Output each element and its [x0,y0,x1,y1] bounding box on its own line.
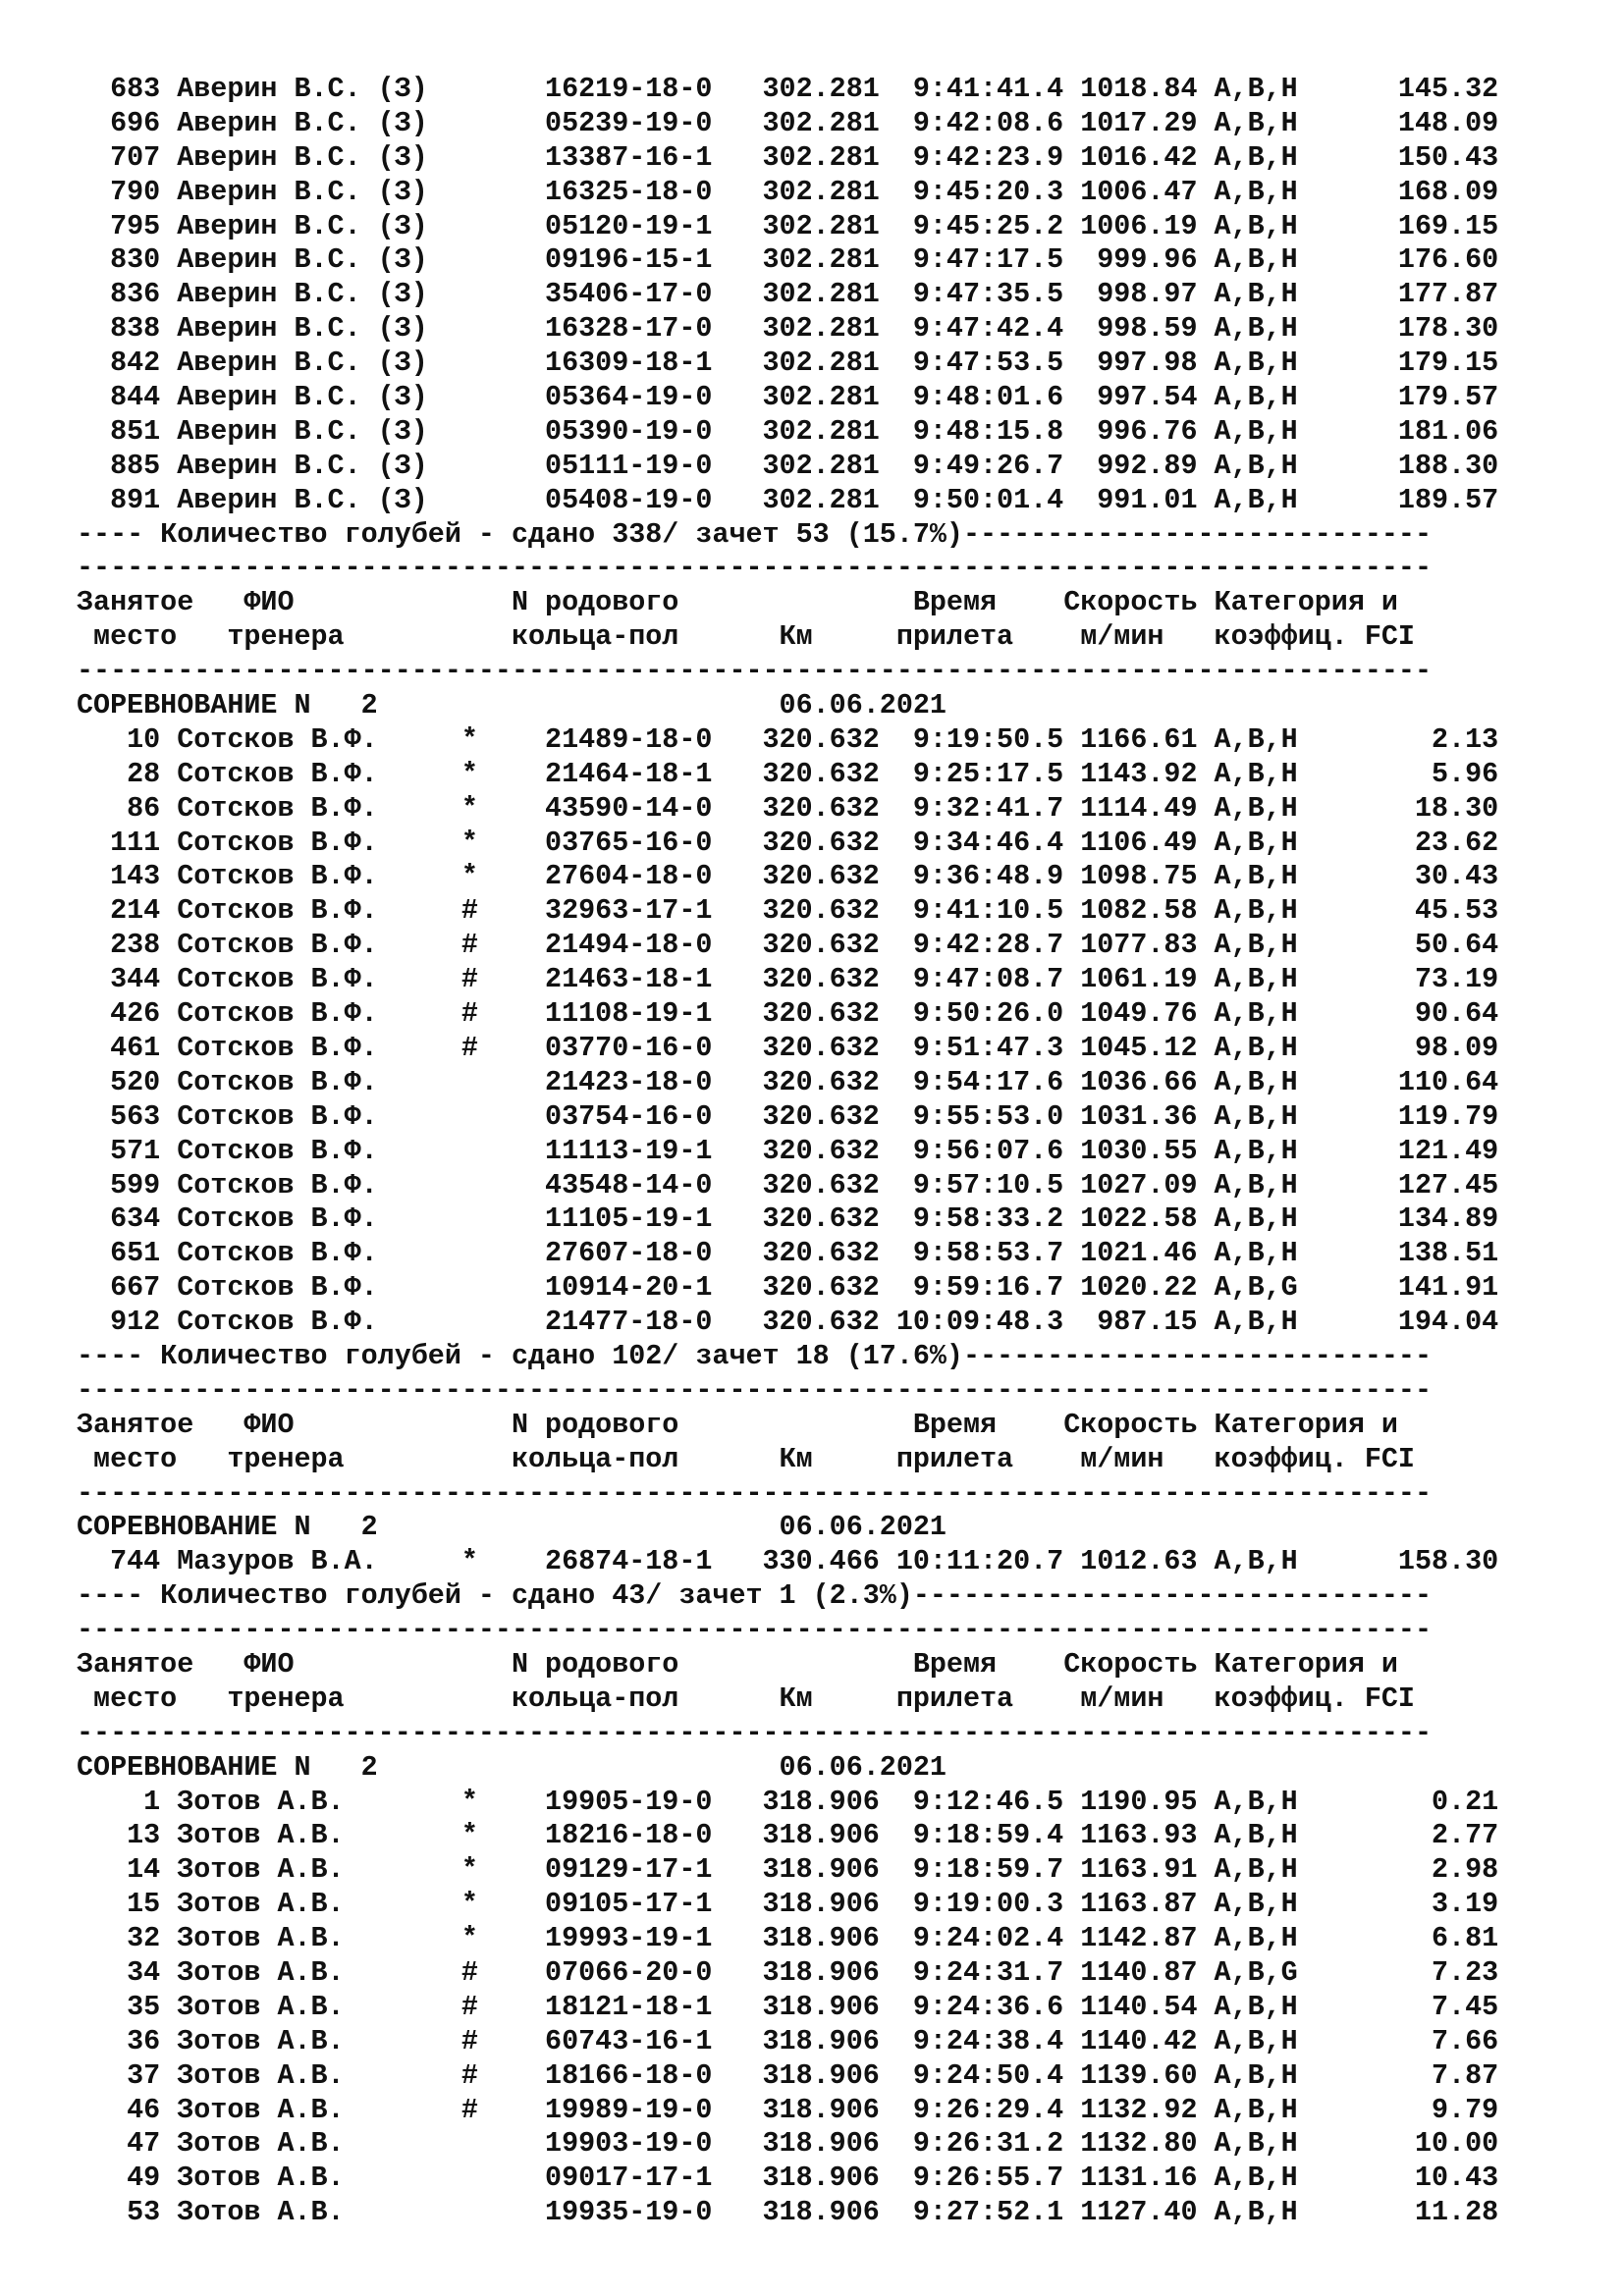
result-row: 838 Аверин В.С. (З) 16328-17-0 302.281 9:47:42.4 998.59 A,B,H 178.30 [77,312,1499,346]
summary-line: ---- Количество голубей - сдано 338/ зачет 53 (15.7%)---------------------------- [77,517,1433,551]
result-row: 1 Зотов А.В. * 19905-19-0 318.906 9:12:46.5 1190.95 A,B,H 0.21 [77,1785,1499,1818]
result-row: 696 Аверин В.С. (З) 05239-19-0 302.281 9:42:08.6 1017.29 A,B,H 148.09 [77,106,1499,139]
result-row: 651 Сотсков В.Ф. 27607-18-0 320.632 9:58:53.7 1021.46 A,B,H 138.51 [77,1237,1499,1270]
result-row: 851 Аверин В.С. (З) 05390-19-0 302.281 9:48:15.8 996.76 A,B,H 181.06 [77,414,1499,448]
result-row: 634 Сотсков В.Ф. 11105-19-1 320.632 9:58:33.2 1022.58 A,B,H 134.89 [77,1202,1499,1236]
result-row: 46 Зотов А.В. # 19989-19-0 318.906 9:26:29.4 1132.92 A,B,H 9.79 [77,2093,1499,2126]
separator-line: --------------------------------------------------------------------------------- [77,1476,1433,1510]
result-row: 461 Сотсков В.Ф. # 03770-16-0 320.632 9:51:47.3 1045.12 A,B,H 98.09 [77,1031,1499,1064]
result-row: 111 Сотсков В.Ф. * 03765-16-0 320.632 9:34:46.4 1106.49 A,B,H 23.62 [77,826,1499,859]
separator-line: --------------------------------------------------------------------------------- [77,655,1433,688]
result-row: 891 Аверин В.С. (З) 05408-19-0 302.281 9:50:01.4 991.01 A,B,H 189.57 [77,483,1499,516]
table-header-line: место тренера кольца-пол Км прилета м/мин коэффиц. FCI [77,1442,1415,1475]
table-header-line: место тренера кольца-пол Км прилета м/мин коэффиц. FCI [77,620,1415,654]
result-row: 36 Зотов А.В. # 60743-16-1 318.906 9:24:38.4 1140.42 A,B,H 7.66 [77,2024,1499,2057]
table-header-line: место тренера кольца-пол Км прилета м/мин коэффиц. FCI [77,1682,1415,1715]
table-header-line: Занятое ФИО N родового Время Скорость Категория и [77,1408,1398,1441]
result-row: 842 Аверин В.С. (З) 16309-18-1 302.281 9:47:53.5 997.98 A,B,H 179.15 [77,347,1499,380]
separator-line: --------------------------------------------------------------------------------- [77,1716,1433,1749]
result-row: 13 Зотов А.В. * 18216-18-0 318.906 9:18:59.4 1163.93 A,B,H 2.77 [77,1819,1499,1852]
result-row: 683 Аверин В.С. (З) 16219-18-0 302.281 9:41:41.4 1018.84 A,B,H 145.32 [77,73,1499,105]
result-row: 744 Мазуров В.А. * 26874-18-1 330.466 10:11:20.7 1012.63 A,B,H 158.30 [77,1545,1499,1578]
result-row: 28 Сотсков В.Ф. * 21464-18-1 320.632 9:25:17.5 1143.92 A,B,H 5.96 [77,757,1499,790]
result-row: 667 Сотсков В.Ф. 10914-20-1 320.632 9:59:16.7 1020.22 A,B,G 141.91 [77,1271,1499,1305]
result-row: 426 Сотсков В.Ф. # 11108-19-1 320.632 9:50:26.0 1049.76 A,B,H 90.64 [77,997,1499,1031]
result-row: 830 Аверин В.С. (З) 09196-15-1 302.281 9:47:17.5 999.96 A,B,H 176.60 [77,243,1499,277]
result-row: 563 Сотсков В.Ф. 03754-16-0 320.632 9:55:53.0 1031.36 A,B,H 119.79 [77,1099,1499,1133]
result-row: 238 Сотсков В.Ф. # 21494-18-0 320.632 9:42:28.7 1077.83 A,B,H 50.64 [77,929,1499,962]
result-row: 599 Сотсков В.Ф. 43548-14-0 320.632 9:57:10.5 1027.09 A,B,H 127.45 [77,1168,1499,1201]
result-row: 86 Сотсков В.Ф. * 43590-14-0 320.632 9:32:41.7 1114.49 A,B,H 18.30 [77,791,1499,825]
result-row: 844 Аверин В.С. (З) 05364-19-0 302.281 9:48:01.6 997.54 A,B,H 179.57 [77,381,1499,414]
result-row: 53 Зотов А.В. 19935-19-0 318.906 9:27:52.1 1127.40 A,B,H 11.28 [77,2196,1499,2229]
summary-line: ---- Количество голубей - сдано 102/ зачет 18 (17.6%)---------------------------- [77,1339,1433,1372]
competition-heading: СОРЕВНОВАНИЕ N 2 06.06.2021 [77,1750,947,1784]
table-header-line: Занятое ФИО N родового Время Скорость Категория и [77,1647,1398,1681]
result-row: 912 Сотсков В.Ф. 21477-18-0 320.632 10:09:48.3 987.15 A,B,H 194.04 [77,1306,1499,1339]
result-row: 143 Сотсков В.Ф. * 27604-18-0 320.632 9:36:48.9 1098.75 A,B,H 30.43 [77,860,1499,893]
competition-heading: СОРЕВНОВАНИЕ N 2 06.06.2021 [77,1511,947,1544]
result-row: 571 Сотсков В.Ф. 11113-19-1 320.632 9:56:07.6 1030.55 A,B,H 121.49 [77,1134,1499,1167]
separator-line: --------------------------------------------------------------------------------- [77,552,1433,585]
separator-line: --------------------------------------------------------------------------------- [77,1614,1433,1647]
results-printout [77,73,1549,2230]
result-row: 35 Зотов А.В. # 18121-18-1 318.906 9:24:36.6 1140.54 A,B,H 7.45 [77,1990,1499,2023]
result-row: 49 Зотов А.В. 09017-17-1 318.906 9:26:55.7 1131.16 A,B,H 10.43 [77,2162,1499,2195]
result-row: 836 Аверин В.С. (З) 35406-17-0 302.281 9:47:35.5 998.97 A,B,H 177.87 [77,278,1499,311]
result-row: 32 Зотов А.В. * 19993-19-1 318.906 9:24:02.4 1142.87 A,B,H 6.81 [77,1922,1499,1955]
table-header-line: Занятое ФИО N родового Время Скорость Категория и [77,586,1398,619]
competition-heading: СОРЕВНОВАНИЕ N 2 06.06.2021 [77,689,947,722]
result-row: 344 Сотсков В.Ф. # 21463-18-1 320.632 9:47:08.7 1061.19 A,B,H 73.19 [77,963,1499,996]
result-row: 795 Аверин В.С. (З) 05120-19-1 302.281 9:45:25.2 1006.19 A,B,H 169.15 [77,209,1499,242]
result-row: 790 Аверин В.С. (З) 16325-18-0 302.281 9:45:20.3 1006.47 A,B,H 168.09 [77,175,1499,208]
result-row: 520 Сотсков В.Ф. 21423-18-0 320.632 9:54:17.6 1036.66 A,B,H 110.64 [77,1065,1499,1098]
separator-line: --------------------------------------------------------------------------------- [77,1373,1433,1407]
result-row: 47 Зотов А.В. 19903-19-0 318.906 9:26:31.2 1132.80 A,B,H 10.00 [77,2127,1499,2161]
result-row: 707 Аверин В.С. (З) 13387-16-1 302.281 9:42:23.9 1016.42 A,B,H 150.43 [77,140,1499,174]
result-row: 10 Сотсков В.Ф. * 21489-18-0 320.632 9:19:50.5 1166.61 A,B,H 2.13 [77,722,1499,756]
result-row: 34 Зотов А.В. # 07066-20-0 318.906 9:24:31.7 1140.87 A,B,G 7.23 [77,1955,1499,1989]
result-row: 885 Аверин В.С. (З) 05111-19-0 302.281 9:49:26.7 992.89 A,B,H 188.30 [77,449,1499,482]
result-row: 14 Зотов А.В. * 09129-17-1 318.906 9:18:59.7 1163.91 A,B,H 2.98 [77,1853,1499,1887]
summary-line: ---- Количество голубей - сдано 43/ зачет 1 (2.3%)------------------------------- [77,1579,1433,1613]
result-row: 15 Зотов А.В. * 09105-17-1 318.906 9:19:00.3 1163.87 A,B,H 3.19 [77,1888,1499,1921]
result-row: 37 Зотов А.В. # 18166-18-0 318.906 9:24:50.4 1139.60 A,B,H 7.87 [77,2058,1499,2092]
result-row: 214 Сотсков В.Ф. # 32963-17-1 320.632 9:41:10.5 1082.58 A,B,H 45.53 [77,894,1499,928]
